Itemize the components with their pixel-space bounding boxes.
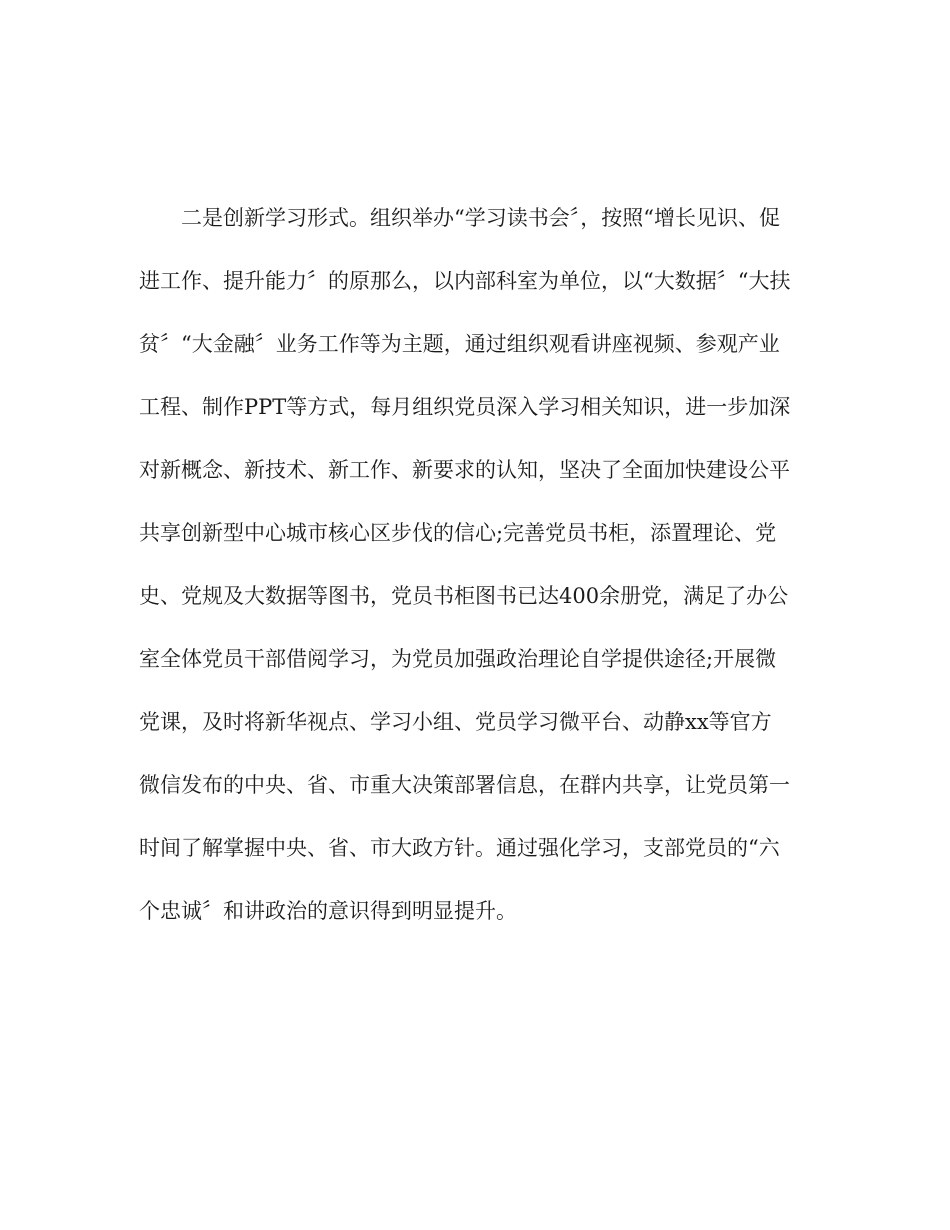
- paragraph-line: 室全体党员干部借阅学习，为党员加强政治理论自学提供途径;开展微: [139, 647, 777, 671]
- paragraph-line: 二是创新学习形式。组织举办“学习读书会〞，按照“增长见识、促: [181, 206, 780, 230]
- paragraph-line: 时间了解掌握中央、省、市大政方针。通过强化学习，支部党员的“六: [139, 836, 780, 860]
- paragraph-line: 贫〞“大金融〞业务工作等为主题，通过组织观看讲座视频、参观产业: [139, 332, 780, 356]
- paragraph-line: 工程、制作PPT等方式，每月组织党员深入学习相关知识，进一步加深: [139, 395, 791, 419]
- paragraph-line: 党课，及时将新华视点、学习小组、党员学习微平台、动静xx等官方: [139, 710, 772, 734]
- paragraph-line: 微信发布的中央、省、市重大决策部署信息，在群内共享，让党员第一: [139, 773, 790, 797]
- paragraph-line: 进工作、提升能力〞的原那么，以内部科室为单位，以“大数据〞“大扶: [139, 269, 791, 293]
- body-paragraph: [139, 196, 819, 952]
- paragraph-line: 个忠诚〞和讲政治的意识得到明显提升。: [139, 899, 517, 923]
- paragraph-line: 共享创新型中心城市核心区步伐的信心;完善党员书柜，添置理论、党: [139, 521, 777, 545]
- paragraph-line: 对新概念、新技术、新工作、新要求的认知，坚决了全面加快建设公平: [139, 458, 790, 482]
- paragraph-line: 史、党规及大数据等图书，党员书柜图书已达400余册党，满足了办公: [139, 584, 789, 608]
